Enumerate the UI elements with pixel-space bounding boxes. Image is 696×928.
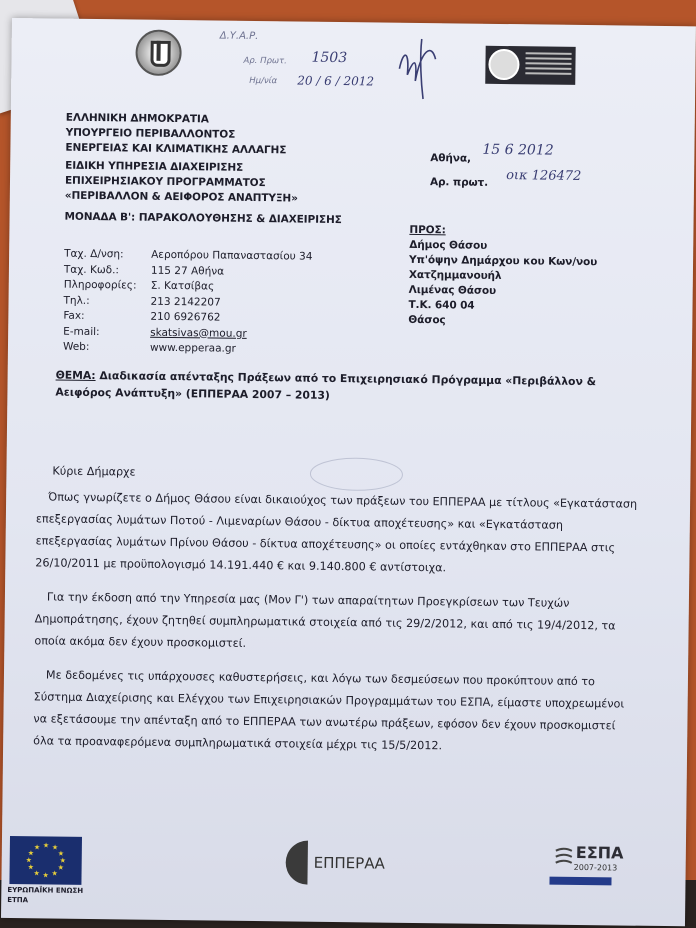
contact-email-link[interactable]: skatsivas@mou.gr xyxy=(150,326,247,340)
faint-stamp-icon xyxy=(306,454,406,495)
stamp-date-label: Ημ/νία xyxy=(249,75,278,87)
espa-label: ΕΣΠΑ xyxy=(575,842,624,863)
paragraph-line: Με δεδομένες τις υπάρχουσες καθυστερήσεις, και λόγω των δεσμεύσεων που προκύπτουν από το xyxy=(45,668,595,689)
greeting: Κύριε Δήμαρχε xyxy=(52,464,136,479)
epperaa-logo-icon xyxy=(285,840,308,884)
sender-block xyxy=(64,111,343,228)
recipient-line: Λιμένας Θάσου xyxy=(408,283,497,297)
subject-text-1: Διαδικασία απένταξης Πράξεων από το Επιχειρησιακό Πρόγραμμα «Περιβάλλον & xyxy=(99,369,597,389)
paragraph-line: επεξεργασίας λυμάτων Πρίνου Θάσου - δίκτυα αποχέτευσης» οι οποίες εντάχθηκαν στο ΕΠΠΕΡΑΑ στις xyxy=(35,534,616,555)
body-text xyxy=(33,486,666,760)
recipient-line: Χατζημμανουήλ xyxy=(408,268,502,282)
contact-values xyxy=(150,248,313,358)
recipient-line: Θάσος xyxy=(408,313,446,327)
sender-line: ΜΟΝΑΔΑ Β': ΠΑΡΑΚΟΛΟΥΘΗΣΗΣ & ΔΙΑΧΕΙΡΙΣΗΣ xyxy=(64,210,342,227)
greek-coat-of-arms-icon xyxy=(135,30,182,77)
espa-swoosh-icon xyxy=(554,845,574,869)
subject-label: ΘΕΜΑ: xyxy=(55,368,96,383)
date-handwritten: 15 6 2012 xyxy=(482,141,554,159)
contact-label: Ταχ. Δ/νση: xyxy=(64,247,124,261)
recipient-label: ΠΡΟΣ: xyxy=(409,223,446,237)
letter-page xyxy=(1,18,696,926)
eu-label: ΕΥΡΩΠΑΪΚΗ ΕΝΩΣΗ xyxy=(7,886,84,895)
sender-line: ΕΠΙΧΕΙΡΗΣΙΑΚΟΥ ΠΡΟΓΡΑΜΜΑΤΟΣ xyxy=(64,174,266,190)
paragraph-line: Δημοπράτησης, έχουν ζητηθεί συμπληρωματικά στοιχεία από τις 29/2/2012, και από τις 19/4/2012, τα xyxy=(34,612,616,633)
stamp-office: Δ.Υ.Α.Ρ. xyxy=(219,30,259,43)
espa-ribbon xyxy=(549,877,611,886)
sender-line: ΕΙΔΙΚΗ ΥΠΗΡΕΣΙΑ ΔΙΑΧΕΙΡΙΣΗΣ xyxy=(65,159,244,174)
sender-line: «ΠΕΡΙΒΑΛΛΟΝ & ΑΕΙΦΟΡΟΣ ΑΝΑΠΤΥΞΗ» xyxy=(64,189,298,205)
contact-address: Αεροπόρου Παπαναστασίου 34 xyxy=(151,248,313,263)
contact-label: E-mail: xyxy=(63,325,100,338)
protocol-label: Αρ. πρωτ. xyxy=(429,176,489,189)
protocol-handwritten: οικ 126472 xyxy=(506,168,582,184)
contact-label: Πληροφορίες: xyxy=(63,278,137,292)
sender-line: ΕΛΛΗΝΙΚΗ ΔΗΜΟΚΡΑΤΙΑ xyxy=(65,111,209,126)
eu-flag-icon: ★ ★ ★ ★ ★ ★ ★ ★ ★ ★ ★ ★ xyxy=(9,836,82,885)
paragraph-line: να εξετάσουμε την απένταξη από το ΕΠΠΕΡΑΑ των ανωτέρω πράξεων, εφόσον δεν έχουν προσκομιστεί xyxy=(33,712,616,733)
city-label: Αθήνα, xyxy=(430,152,471,165)
paragraph-line: 26/10/2011 με προϋπολογισμό 14.191.440 € και 9.140.800 € αντίστοιχα. xyxy=(35,556,447,575)
paragraph-line: Όπως γνωρίζετε ο Δήμος Θάσου είναι δικαιούχος των πράξεων του ΕΠΠΕΡΑΑ με τίτλους «Εγκατάσταση xyxy=(48,490,638,511)
recipient-line: Τ.Κ. 640 04 xyxy=(408,298,475,312)
ministry-logo-icon xyxy=(485,46,575,85)
contact-label: Fax: xyxy=(63,309,85,322)
contact-postcode: 115 27 Αθήνα xyxy=(150,264,225,278)
contact-web-link[interactable]: www.epperaa.gr xyxy=(149,341,236,355)
recipient-line: Δήμος Θάσου xyxy=(409,238,488,252)
epperaa-label: ΕΠΠΕΡΑΑ xyxy=(313,853,385,873)
paragraph-line: Σύστημα Διαχείρισης και Ελέγχου των Επιχειρησιακών Προγραμμάτων του ΕΣΠΑ, είμαστε υποχρεωμένοι xyxy=(33,690,625,711)
espa-years: 2007-2013 xyxy=(573,862,618,873)
contact-fax: 210 6926762 xyxy=(150,310,221,324)
contact-phone: 213 2142207 xyxy=(150,295,221,309)
paragraph-line: επεξεργασίας λυμάτων Ποτού - Λιμεναρίων Θάσου - δίκτυα αποχέτευσης» και «Εγκατάσταση xyxy=(35,512,564,532)
recipient-line: Υπ'όψην Δημάρχου κου Κων/νου xyxy=(409,253,598,269)
contact-labels xyxy=(63,247,137,356)
paragraph-line: οποία ακόμα δεν έχουν προσκομιστεί. xyxy=(34,634,247,650)
stamp-arith-label: Αρ. Πρωτ. xyxy=(243,55,287,67)
eu-fund-label: ΕΤΠΑ xyxy=(7,896,29,905)
contact-label: Τηλ.: xyxy=(63,294,90,307)
contact-label: Ταχ. Κωδ.: xyxy=(63,263,120,276)
paragraph xyxy=(33,664,664,760)
contact-label: Web: xyxy=(62,340,90,353)
sender-line: ΥΠΟΥΡΓΕΙΟ ΠΕΡΙΒΑΛΛΟΝΤΟΣ xyxy=(65,126,236,141)
subject-block xyxy=(55,367,596,408)
subject-text-2: Αειφόρος Ανάπτυξη» (ΕΠΠΕΡΑΑ 2007 – 2013) xyxy=(55,385,330,402)
stamp-number-handwritten: 1503 xyxy=(311,49,348,67)
paragraph xyxy=(34,586,665,660)
recipient-block xyxy=(408,223,597,330)
paragraph-line: Για την έκδοση από την Υπηρεσία μας (Μον Γ') των απαραίτητων Προεγκρίσεων των Τευχών xyxy=(46,590,570,610)
paragraph xyxy=(35,486,666,582)
contact-person: Σ. Κατσίβας xyxy=(150,279,215,293)
stamp-date-handwritten: 20 / 6 / 2012 xyxy=(297,73,375,89)
sender-line: ΕΝΕΡΓΕΙΑΣ ΚΑΙ ΚΛΙΜΑΤΙΚΗΣ ΑΛΛΑΓΗΣ xyxy=(65,141,287,157)
signature-icon xyxy=(391,29,452,105)
paragraph-line: όλα τα προαναφερόμενα συμπληρωματικά στοιχεία μέχρι τις 15/5/2012. xyxy=(33,734,443,753)
